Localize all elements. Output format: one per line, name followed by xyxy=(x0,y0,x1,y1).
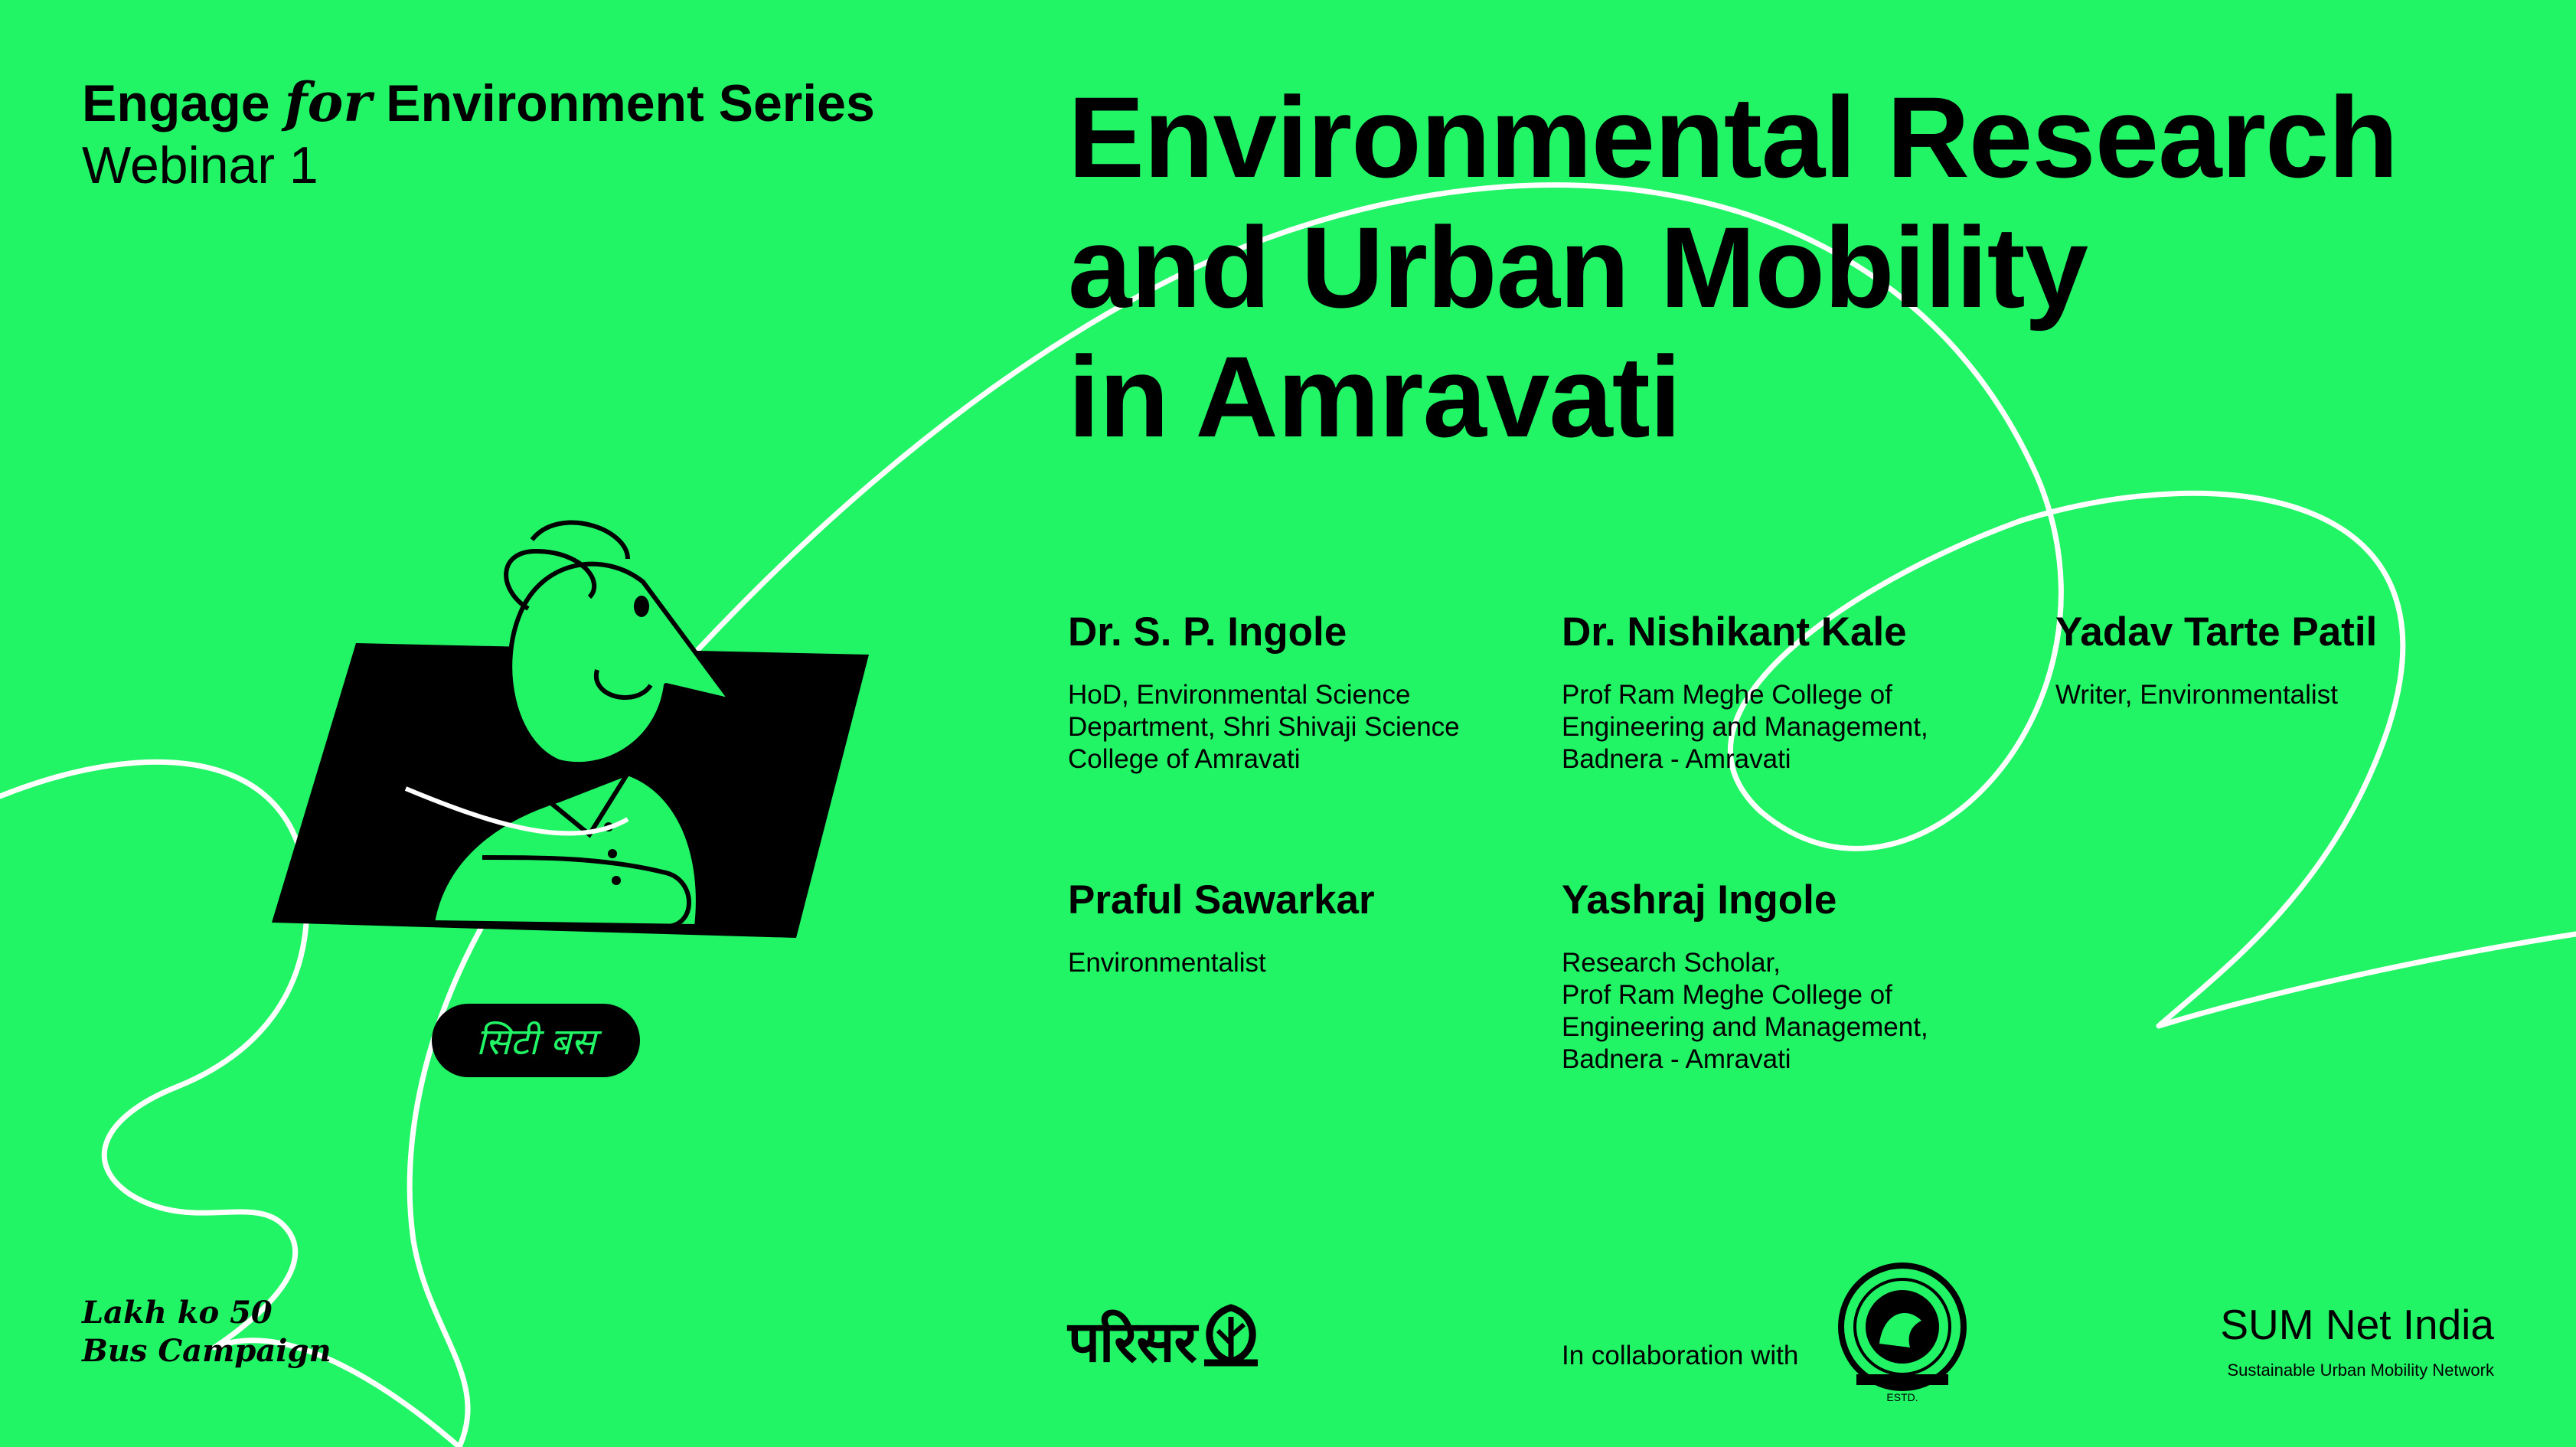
speaker-card xyxy=(1068,610,1543,776)
sumnet-name: SUM Net India xyxy=(2220,1301,2494,1348)
campaign-line: Bus Campaign xyxy=(82,1333,331,1369)
collaboration-text: In collaboration with xyxy=(1562,1341,1799,1370)
title-line: Environmental Research xyxy=(1068,73,2398,201)
leaf-icon xyxy=(1197,1302,1265,1370)
speaker-affiliation: HoD, Environmental Science Department, Shri Shivaji Science College of Amravati xyxy=(1068,680,1460,775)
bus-sign-text: सिटी बस xyxy=(475,1021,596,1063)
sumnet-tagline: Sustainable Urban Mobility Network xyxy=(2227,1360,2494,1380)
title-line: in Amravati xyxy=(1068,332,1681,461)
series-title xyxy=(82,70,875,136)
speaker-affiliation: Environmentalist xyxy=(1068,948,1266,978)
speaker-card xyxy=(2055,610,2530,711)
series-for-word: for xyxy=(284,70,372,134)
parisar-logo xyxy=(1068,1302,1265,1375)
campaign-label xyxy=(82,1294,331,1370)
speaker-name: Yashraj Ingole xyxy=(1562,877,1837,923)
speaker-name: Dr. S. P. Ingole xyxy=(1068,609,1347,655)
speaker-affiliation: Writer, Environmentalist xyxy=(2055,680,2338,710)
page-title xyxy=(1068,73,2522,462)
speaker-affiliation: Research Scholar, Prof Ram Meghe College of Engineering and Management, Badnera - Amravati xyxy=(1562,948,1928,1075)
series-suffix: Environment Series xyxy=(386,74,875,132)
series-prefix: Engage xyxy=(82,74,270,132)
campaign-line: Lakh ko 50 xyxy=(82,1295,273,1331)
speaker-name: Dr. Nishikant Kale xyxy=(1562,609,1907,655)
series-header xyxy=(82,70,875,195)
title-line: and Urban Mobility xyxy=(1068,202,2088,332)
seal-label: ESTD. xyxy=(1886,1391,1918,1403)
sumnet-logo xyxy=(2220,1302,2494,1380)
speaker-card xyxy=(1068,878,1543,979)
bus-destination-sign xyxy=(429,999,643,1083)
speaker-name: Praful Sawarkar xyxy=(1068,877,1375,923)
speaker-name: Yadav Tarte Patil xyxy=(2055,609,2378,655)
institution-seal-logo xyxy=(1830,1259,1975,1405)
speaker-card xyxy=(1562,878,2036,1076)
bus-driver-illustration xyxy=(268,498,880,972)
parisar-wordmark: परिसर xyxy=(1068,1309,1197,1375)
speaker-card xyxy=(1562,610,2036,776)
webinar-number: Webinar 1 xyxy=(82,136,318,194)
speaker-affiliation: Prof Ram Meghe College of Engineering and Management, Badnera - Amravati xyxy=(1562,680,1928,775)
